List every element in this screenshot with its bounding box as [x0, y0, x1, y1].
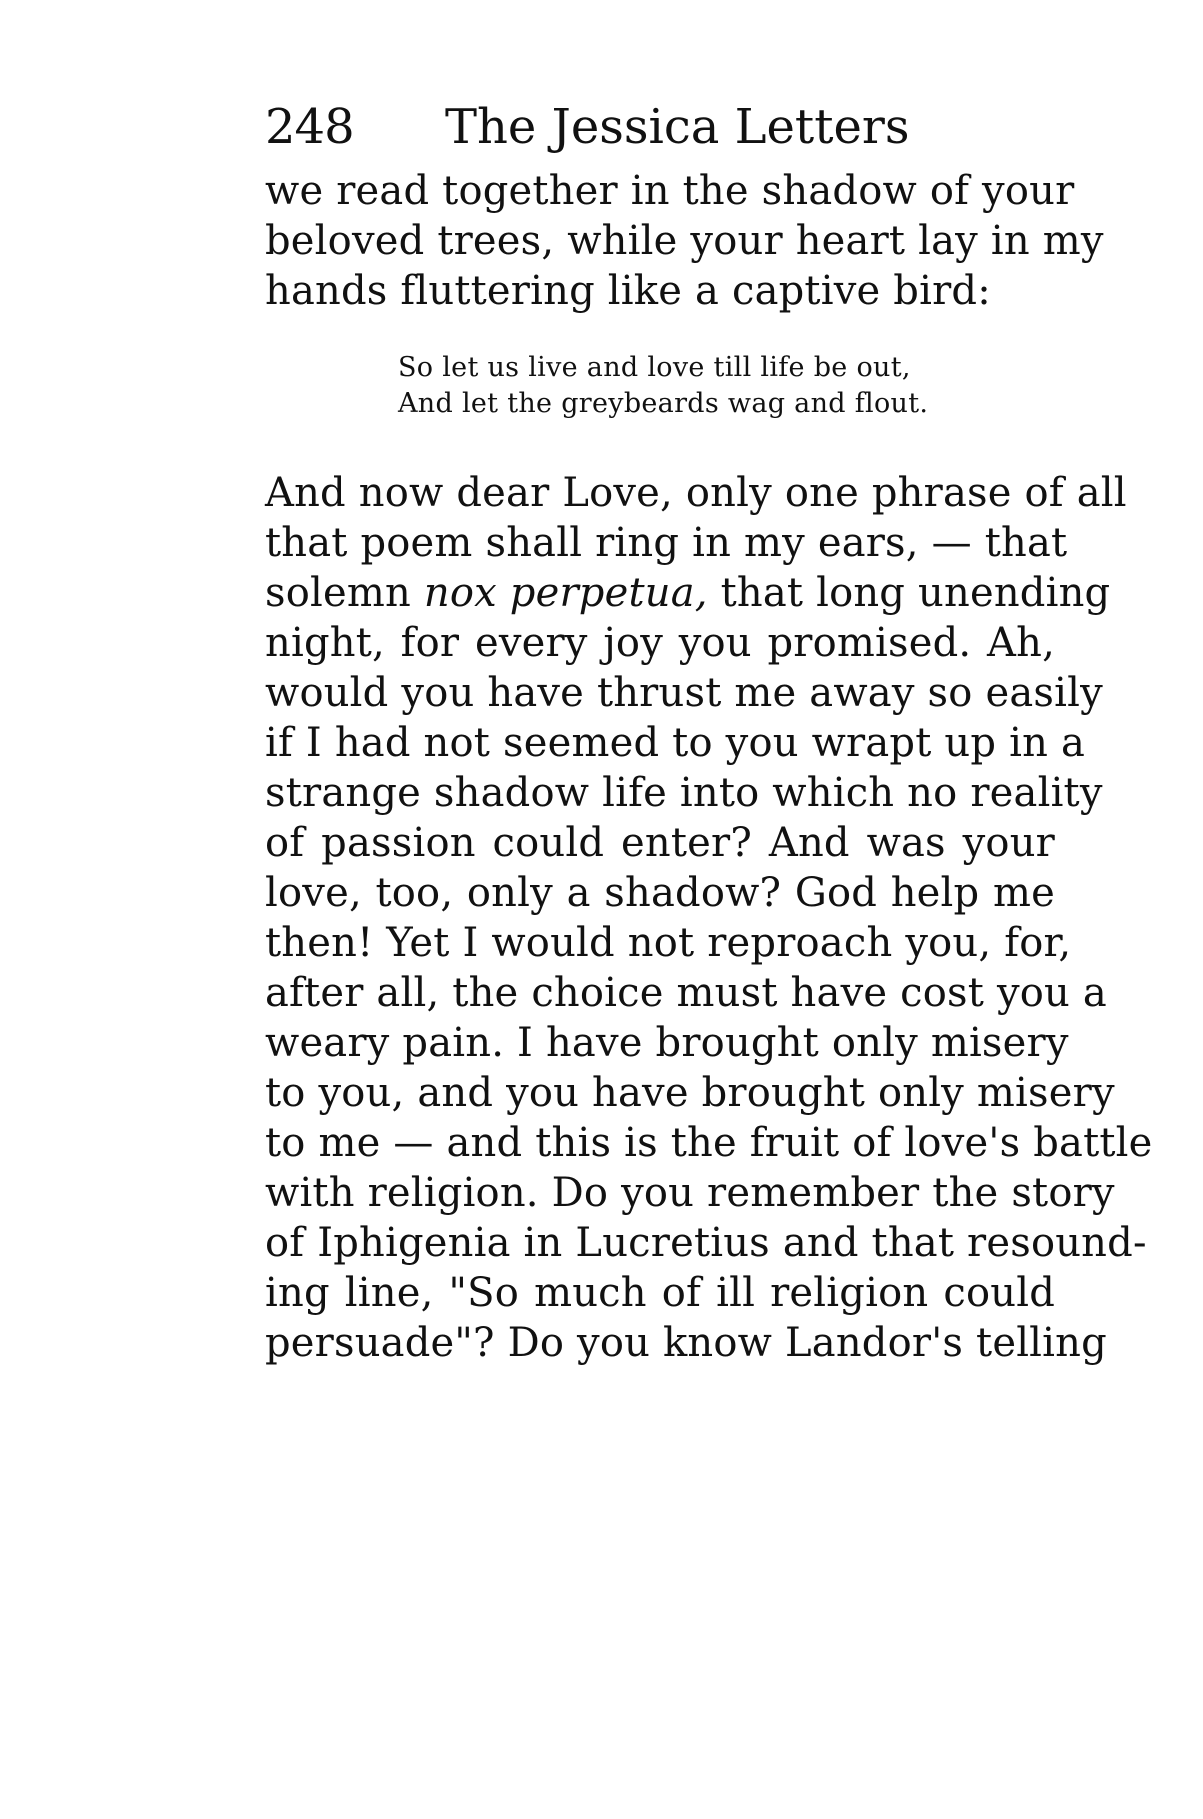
text-run: that long unending	[707, 570, 1111, 616]
paragraph-line: persuade"? Do you know Landor's telling	[265, 1320, 1107, 1366]
paragraph-line: we read together in the shadow of your	[265, 168, 1075, 214]
page-number: 248	[265, 99, 354, 155]
verse-line: So let us live and love till life be out,	[398, 352, 911, 383]
paragraph-line: to me — and this is the fruit of love's battle	[265, 1120, 1153, 1166]
paragraph-line: night, for every joy you promised. Ah,	[265, 620, 1055, 666]
paragraph-line: would you have thrust me away so easily	[265, 670, 1103, 716]
paragraph-line: then! Yet I would not reproach you, for,	[265, 920, 1072, 966]
paragraph-line: if I had not seemed to you wrapt up in a	[265, 720, 1086, 766]
paragraph-line: to you, and you have brought only misery	[265, 1070, 1115, 1116]
paragraph-line: that poem shall ring in my ears, — that	[265, 520, 1068, 566]
text-run: solemn	[265, 570, 424, 616]
paragraph-line	[265, 570, 1111, 616]
paragraph-line: love, too, only a shadow? God help me	[265, 870, 1055, 916]
paragraph-line: beloved trees, while your heart lay in my	[265, 218, 1104, 264]
paragraph-line: strange shadow life into which no reality	[265, 770, 1103, 816]
paragraph-line: And now dear Love, only one phrase of all	[265, 470, 1127, 516]
paragraph-line: of passion could enter? And was your	[265, 820, 1055, 866]
running-head	[265, 92, 1065, 162]
paragraph-line: hands fluttering like a captive bird:	[265, 268, 991, 314]
paragraph-line: with religion. Do you remember the story	[265, 1170, 1115, 1216]
latin-phrase: nox perpetua,	[423, 570, 708, 616]
book-title: The Jessica Letters	[445, 99, 910, 155]
paragraph-line: weary pain. I have brought only misery	[265, 1020, 1069, 1066]
paragraph-line: of Iphigenia in Lucretius and that resound-	[265, 1220, 1147, 1266]
verse-line: And let the greybeards wag and flout.	[398, 388, 929, 419]
paragraph-line: ing line, "So much of ill religion could	[265, 1270, 1055, 1316]
paragraph-line: after all, the choice must have cost you a	[265, 970, 1107, 1016]
